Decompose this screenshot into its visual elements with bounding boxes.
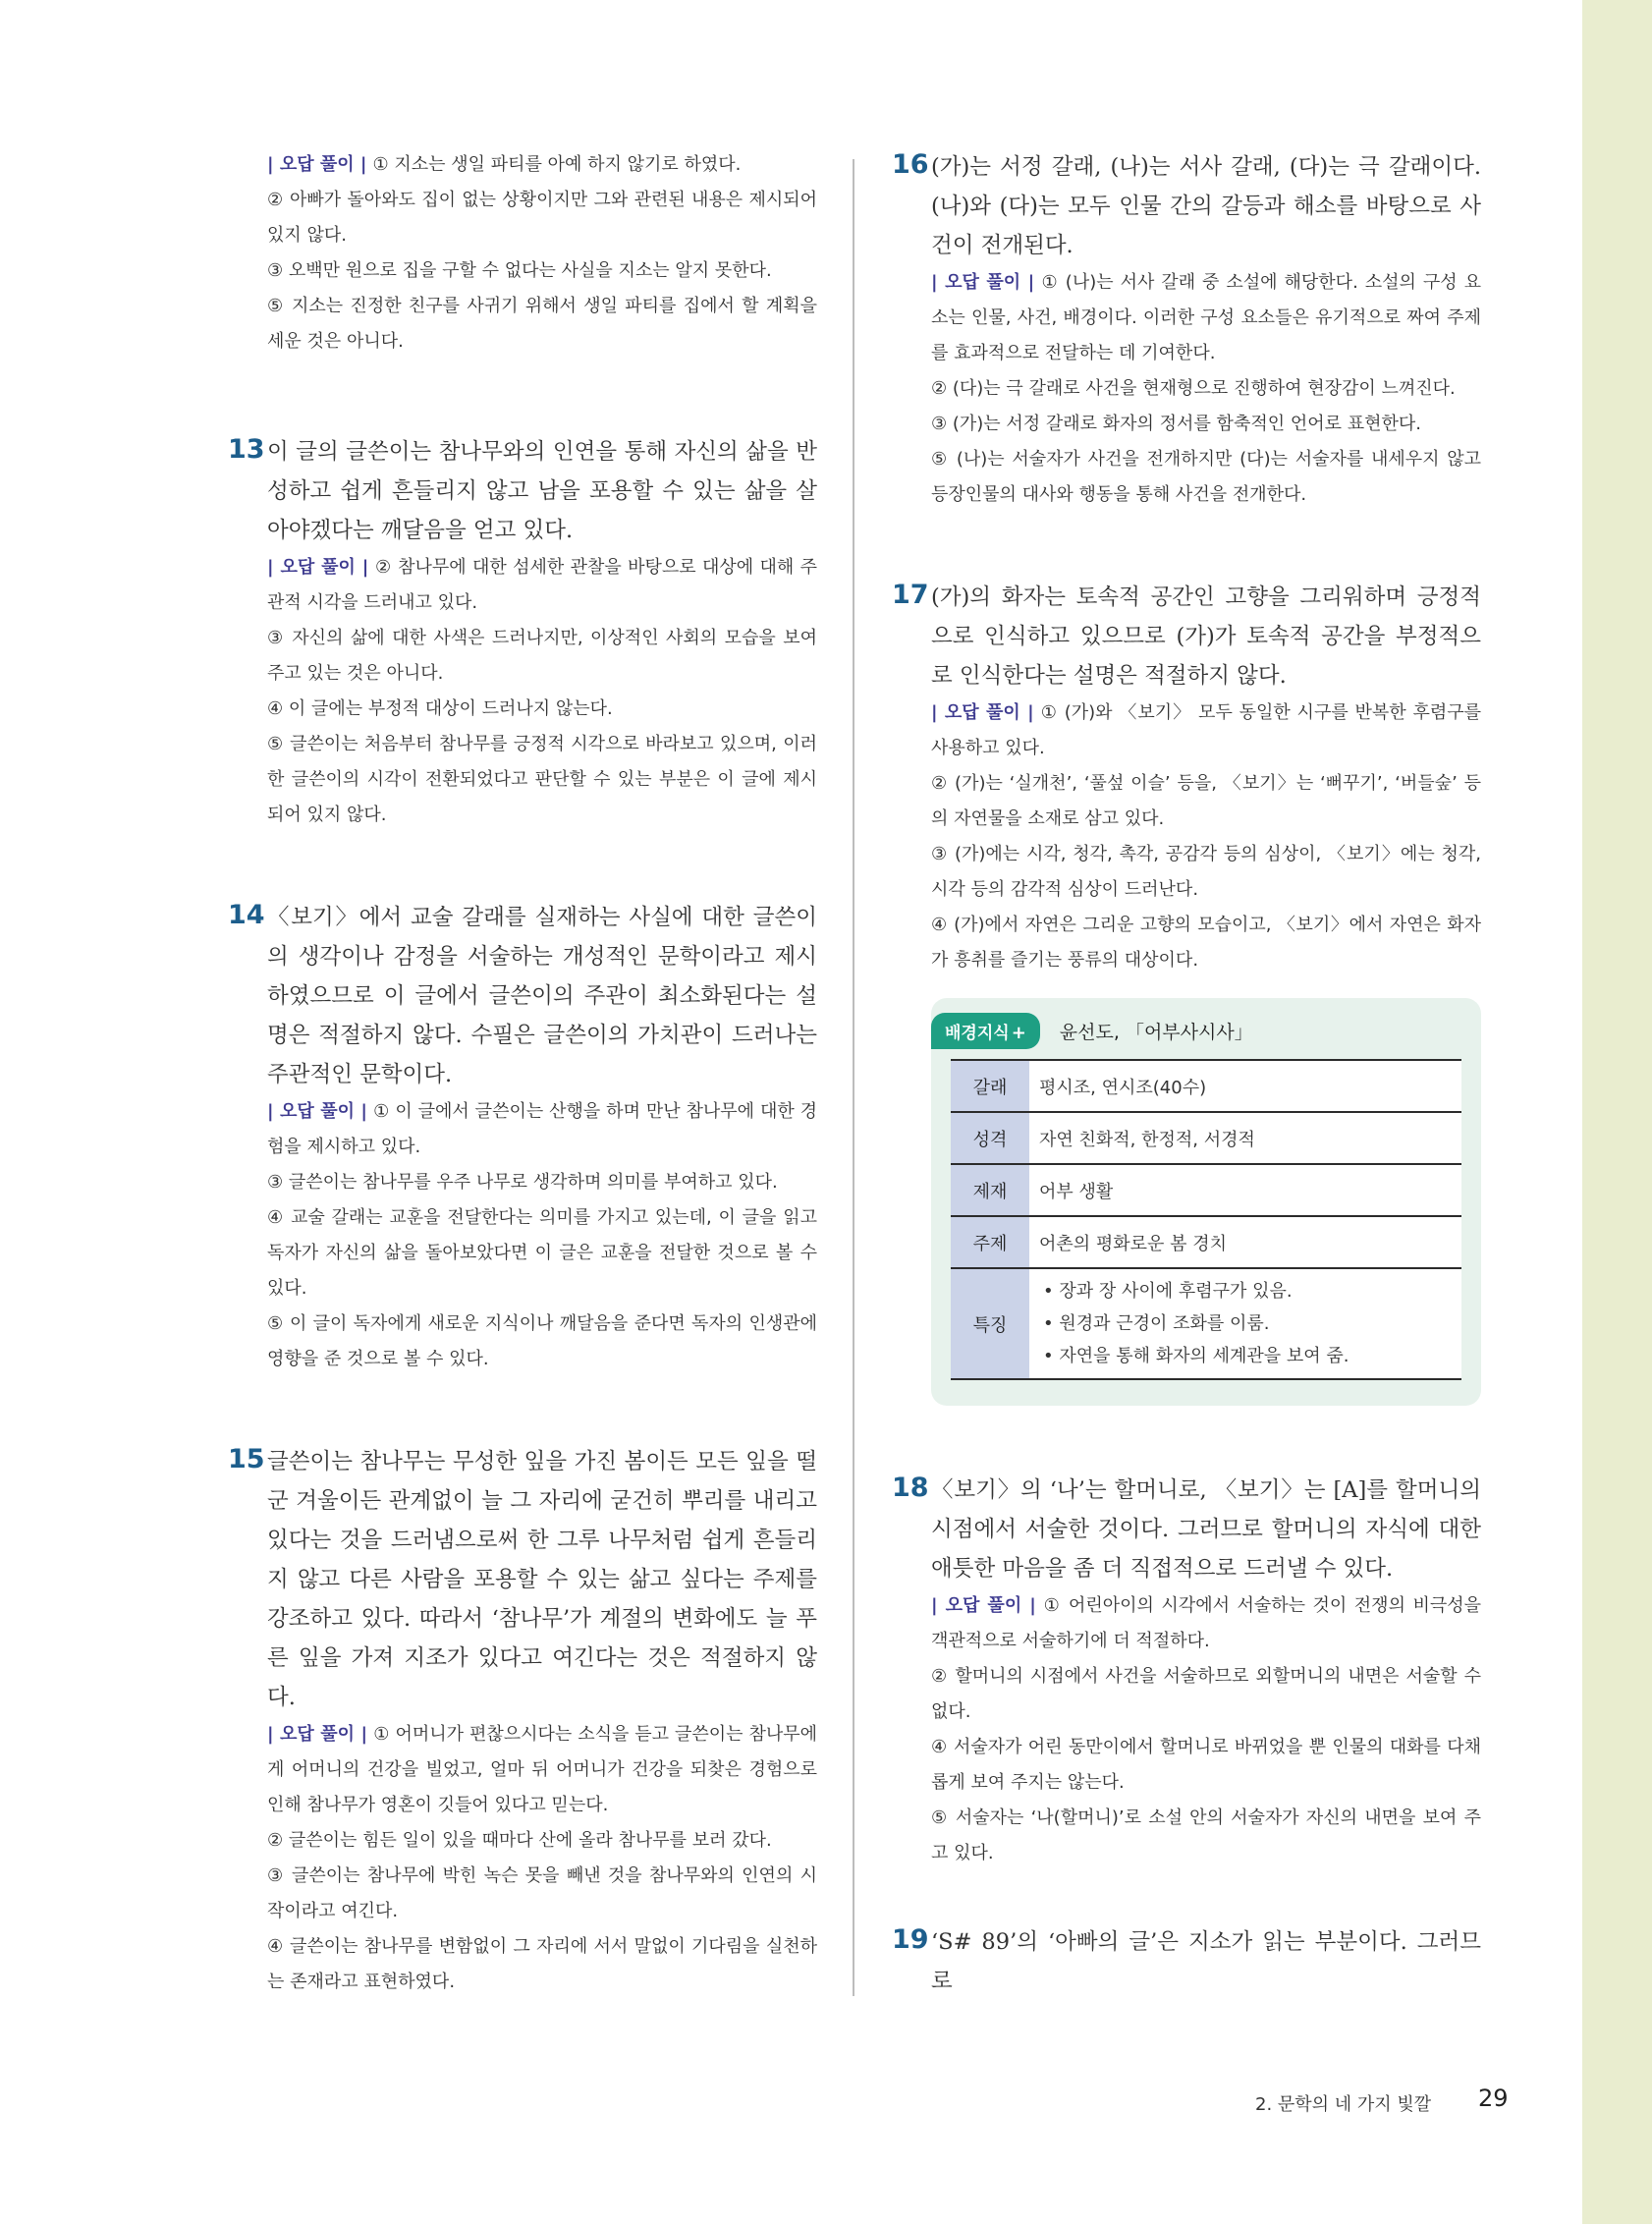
odap-line: ① (나)는 서사 갈래 중 소설에 해당한다. 소설의 구성 요소는 인물, 사건, 배경이다. 이러한 구성 요소들은 유기적으로 짜여 주제를 효과적으로 전달하는 데 기여한다. <box>931 272 1481 363</box>
question-number: 16 <box>892 149 929 180</box>
odap-line: ② 할머니의 시점에서 사건을 서술하므로 외할머니의 내면은 서술할 수 없다. <box>931 1666 1481 1722</box>
odap-13 <box>267 550 817 833</box>
badge-label: 배경지식 <box>945 1023 1010 1043</box>
feature-list <box>1039 1269 1452 1378</box>
odap-line: ⑤ 지소는 진정한 친구를 사귀기 위해서 생일 파티를 집에서 할 계획을 세운 것은 아니다. <box>267 296 817 352</box>
answer-explanation: (가)는 서정 갈래, (나)는 서사 갈래, (다)는 극 갈래이다. (나)와 (다)는 모두 인물 간의 갈등과 해소를 바탕으로 사건이 전개된다. <box>931 154 1481 258</box>
odap-label: | 오답 풀이 | <box>267 557 369 578</box>
odap-line: ③ (가)에는 시각, 청각, 촉각, 공감각 등의 심상이, 〈보기〉에는 청각, 시각 등의 감각적 심상이 드러난다. <box>931 844 1481 900</box>
odap-line: ⑤ 이 글이 독자에게 새로운 지식이나 깨달음을 준다면 독자의 인생관에 영향을 준 것으로 볼 수 있다. <box>267 1313 817 1369</box>
row-value: 어부 생활 <box>1029 1164 1461 1216</box>
odap-line: ② 참나무에 대한 섬세한 관찰을 바탕으로 대상에 대해 주관적 시각을 드러내고 있다. <box>267 557 817 613</box>
answer-explanation: 〈보기〉의 ‘나’는 할머니로, 〈보기〉는 [A]를 할머니의 시점에서 서술한 것이다. 그러므로 할머니의 자식에 대한 애틋한 마음을 좀 더 직접적으로 드러낼 수 있다. <box>931 1477 1481 1582</box>
table-row <box>951 1060 1461 1112</box>
plus-icon: + <box>1011 1022 1026 1043</box>
odap-line: ② (다)는 극 갈래로 사건을 현재형으로 진행하여 현장감이 느껴진다. <box>931 378 1456 399</box>
row-value <box>1029 1268 1461 1379</box>
answer-explanation: 글쓴이는 참나무는 무성한 잎을 가진 봄이든 모든 잎을 떨군 겨울이든 관계없이 늘 그 자리에 굳건히 뿌리를 내리고 있다는 것을 드러냄으로써 한 그루 나무처럼 쉽게 흔들리지 않고 다른 사람을 포용할 수 있는 삶고 싶다는 주제를 강조하고 있다. 따라서 ‘참나무’가 계절의 변화에도 늘 푸른 잎을 가져 지조가 있다고 여긴다는 것은 적절하지 않다. <box>267 1449 817 1710</box>
background-table <box>951 1059 1461 1380</box>
answer-explanation: ‘S# 89’의 ‘아빠의 글’은 지소가 읽는 부분이다. 그러므로 <box>931 1929 1481 1994</box>
odap-15 <box>267 1717 817 2000</box>
odap-18 <box>931 1588 1481 1871</box>
row-head: 제재 <box>951 1164 1029 1216</box>
background-header <box>945 1008 1461 1053</box>
question-number: 17 <box>892 580 929 610</box>
odap-label: | 오답 풀이 | <box>267 154 367 175</box>
background-title: 윤선도, 「어부사시사」 <box>1059 1021 1253 1043</box>
list-item: • 장과 장 사이에 후렴구가 있음. <box>1043 1275 1452 1307</box>
background-knowledge-box <box>931 998 1481 1406</box>
answer-14 <box>228 898 817 1377</box>
answer-17 <box>892 578 1481 978</box>
odap-line: ⑤ 서술자는 ‘나(할머니)’로 소설 안의 서술자가 자신의 내면을 보여 주고 있다. <box>931 1807 1481 1863</box>
chapter-footer: 2. 문학의 네 가지 빛깔 <box>1255 2094 1432 2115</box>
question-number: 19 <box>892 1924 929 1955</box>
table-row <box>951 1216 1461 1268</box>
answer-12-continued <box>228 147 817 360</box>
question-number: 15 <box>228 1444 265 1474</box>
odap-line: ④ (가)에서 자연은 그리운 고향의 모습이고, 〈보기〉에서 자연은 화자가 흥취를 즐기는 풍류의 대상이다. <box>931 915 1481 971</box>
odap-line: ② 글쓴이는 힘든 일이 있을 때마다 산에 올라 참나무를 보러 갔다. <box>267 1830 772 1851</box>
odap-line: ① 어린아이의 시각에서 서술하는 것이 전쟁의 비극성을 객관적으로 서술하기에 더 적절하다. <box>931 1595 1481 1651</box>
row-value: 평시조, 연시조(40수) <box>1029 1060 1461 1112</box>
odap-line: ③ 글쓴이는 참나무를 우주 나무로 생각하며 의미를 부여하고 있다. <box>267 1172 778 1193</box>
left-column <box>228 147 817 2000</box>
row-value: 어촌의 평화로운 봄 경치 <box>1029 1216 1461 1268</box>
odap-label: | 오답 풀이 | <box>931 702 1034 723</box>
odap-line: ② 아빠가 돌아와도 집이 없는 상황이지만 그와 관련된 내용은 제시되어 있지 않다. <box>267 190 817 246</box>
odap-line: ③ (가)는 서정 갈래로 화자의 정서를 함축적인 언어로 표현한다. <box>931 414 1421 434</box>
odap-line: ⑤ 글쓴이는 처음부터 참나무를 긍정적 시각으로 바라보고 있으며, 이러한 글쓴이의 시각이 전환되었다고 판단할 수 있는 부분은 이 글에 제시되어 있지 않다. <box>267 734 817 825</box>
odap-label: | 오답 풀이 | <box>931 1595 1036 1616</box>
odap-16 <box>931 265 1481 513</box>
odap-line: ④ 서술자가 어린 동만이에서 할머니로 바뀌었을 뿐 인물의 대화를 다채롭게 보여 주지는 않는다. <box>931 1737 1481 1793</box>
table-row <box>951 1112 1461 1164</box>
answer-18 <box>892 1471 1481 1871</box>
right-column <box>892 147 1481 2001</box>
background-badge <box>931 1013 1040 1049</box>
answer-explanation: 〈보기〉에서 교술 갈래를 실재하는 사실에 대한 글쓴이의 생각이나 감정을 서술하는 개성적인 문학이라고 제시하였으므로 이 글에서 글쓴이의 주관이 최소화된다는 설명은 적절하지 않다. 수필은 글쓴이의 가치관이 드러나는 주관적인 문학이다. <box>267 905 817 1087</box>
row-head: 갈래 <box>951 1060 1029 1112</box>
answer-15 <box>228 1442 817 2000</box>
odap-line: ④ 이 글에는 부정적 대상이 드러나지 않는다. <box>267 698 613 719</box>
odap-label: | 오답 풀이 | <box>931 272 1035 293</box>
table-row <box>951 1268 1461 1379</box>
odap-line: ③ 글쓴이는 참나무에 박힌 녹슨 못을 빼낸 것을 참나무와의 인연의 시작이라고 여긴다. <box>267 1865 817 1921</box>
question-number: 13 <box>228 434 265 465</box>
answer-explanation: 이 글의 글쓴이는 참나무와의 인연을 통해 자신의 삶을 반성하고 쉽게 흔들리지 않고 남을 포용할 수 있는 삶을 살아야겠다는 깨달음을 얻고 있다. <box>267 439 817 543</box>
question-number: 18 <box>892 1473 929 1503</box>
row-head: 특징 <box>951 1268 1029 1379</box>
list-item: • 자연을 통해 화자의 세계관을 보여 줌. <box>1043 1340 1452 1372</box>
odap-label: | 오답 풀이 | <box>267 1724 368 1745</box>
row-head: 성격 <box>951 1112 1029 1164</box>
odap-line: ① 어머니가 편찮으시다는 소식을 듣고 글쓴이는 참나무에게 어머니의 건강을 빌었고, 얼마 뒤 어머니가 건강을 되찾은 경험으로 인해 참나무가 영혼이 깃들어 있다고 믿는다. <box>267 1724 818 1815</box>
odap-line: ④ 교술 갈래는 교훈을 전달한다는 의미를 가지고 있는데, 이 글을 읽고 독자가 자신의 삶을 돌아보았다면 이 글은 교훈을 전달한 것으로 볼 수 있다. <box>267 1207 817 1299</box>
side-color-strip <box>1582 0 1652 2224</box>
answer-explanation: (가)의 화자는 토속적 공간인 고향을 그리워하며 긍정적으로 인식하고 있으므로 (가)가 토속적 공간을 부정적으로 인식한다는 설명은 적절하지 않다. <box>931 584 1481 689</box>
odap-line: ① 이 글에서 글쓴이는 산행을 하며 만난 참나무에 대한 경험을 제시하고 있다. <box>267 1101 817 1157</box>
list-item: • 원경과 근경이 조화를 이룸. <box>1043 1307 1452 1340</box>
odap-17 <box>931 695 1481 978</box>
odap-line: ③ 오백만 원으로 집을 구할 수 없다는 사실을 지소는 알지 못한다. <box>267 260 772 281</box>
answer-13 <box>228 432 817 833</box>
odap-line: ① 지소는 생일 파티를 아예 하지 않기로 하였다. <box>372 154 742 175</box>
odap-line: ③ 자신의 삶에 대한 사색은 드러나지만, 이상적인 사회의 모습을 보여 주고 있는 것은 아니다. <box>267 628 817 684</box>
question-number: 14 <box>228 900 265 930</box>
odap-label: | 오답 풀이 | <box>267 1101 367 1122</box>
table-row <box>951 1164 1461 1216</box>
odap-line: ① (가)와 〈보기〉 모두 동일한 시구를 반복한 후렴구를 사용하고 있다. <box>931 702 1482 758</box>
odap-line: ② (가)는 ‘실개천’, ‘풀섶 이슬’ 등을, 〈보기〉는 ‘뻐꾸기’, ‘버들숲’ 등의 자연물을 소재로 삼고 있다. <box>931 773 1481 829</box>
row-head: 주제 <box>951 1216 1029 1268</box>
odap-line: ⑤ (나)는 서술자가 사건을 전개하지만 (다)는 서술자를 내세우지 않고 등장인물의 대사와 행동을 통해 사건을 전개한다. <box>931 449 1481 505</box>
odap-12 <box>267 147 817 360</box>
odap-14 <box>267 1094 817 1377</box>
row-value: 자연 친화적, 한정적, 서경적 <box>1029 1112 1461 1164</box>
answer-19 <box>892 1922 1481 2001</box>
answer-16 <box>892 147 1481 513</box>
odap-line: ④ 글쓴이는 참나무를 변함없이 그 자리에 서서 말없이 기다림을 실천하는 존재라고 표현하였다. <box>267 1936 817 1992</box>
page-number: 29 <box>1478 2085 1509 2112</box>
column-divider <box>853 159 854 1996</box>
